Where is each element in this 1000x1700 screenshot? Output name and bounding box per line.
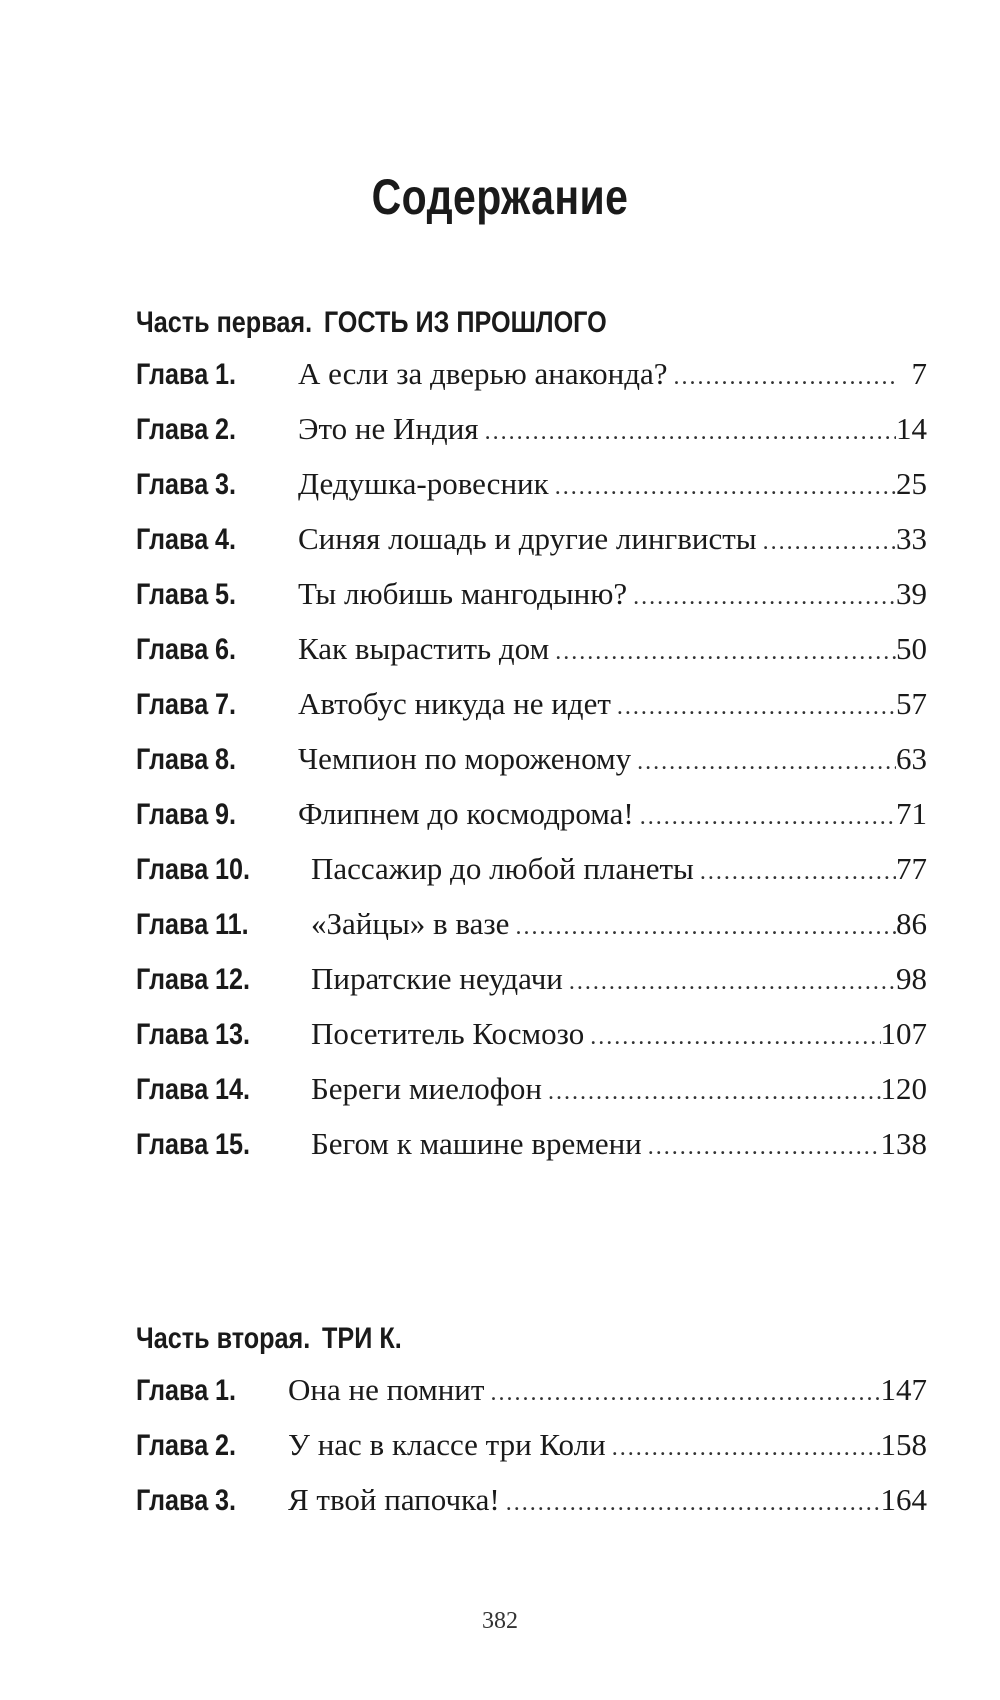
chapter-page: 63 [896,741,927,776]
chapter-title: У нас в классе три Коли [288,1427,606,1462]
toc-entry[interactable] [136,411,927,466]
toc-entry[interactable] [136,1016,927,1071]
chapter-label: Глава 10. [136,853,251,886]
dot-leader [642,1134,881,1161]
chapter-title: Дедушка-ровесник [298,466,549,501]
chapter-label: Глава 6. [136,633,236,666]
dot-leader [549,474,896,501]
chapter-title: Ты любишь мангодыню? [298,576,628,611]
toc-entry[interactable] [136,741,927,796]
chapter-title: Синяя лошадь и другие лингвисты [298,521,757,556]
toc-entry[interactable] [136,1427,927,1482]
part-heading [136,1322,402,1356]
chapter-title: Пассажир до любой планеты [311,851,694,886]
toc-entry[interactable] [136,906,927,961]
toc-entry[interactable] [136,686,927,741]
chapter-page: 50 [896,631,927,666]
toc-entry[interactable] [136,961,927,1016]
dot-leader [631,749,896,776]
part-label: Часть первая. [136,306,313,339]
chapter-page: 107 [880,1016,927,1051]
chapter-title: Посетитель Космозо [311,1016,585,1051]
chapter-label: Глава 12. [136,963,251,996]
chapter-label: Глава 3. [136,468,236,501]
page-number: 382 [482,1608,518,1634]
chapter-title: Это не Индия [298,411,479,446]
chapter-label: Глава 2. [136,1429,236,1462]
toc-entry[interactable] [136,1372,927,1427]
chapter-page: 39 [896,576,927,611]
chapter-title: Бегом к машине времени [311,1126,642,1161]
dot-leader [479,419,896,446]
dot-leader [606,1435,881,1462]
toc-entry[interactable] [136,1071,927,1126]
chapter-title: Автобус никуда не идет [298,686,611,721]
chapter-label: Глава 2. [136,413,236,446]
toc-list-part-2 [136,1372,927,1537]
chapter-label: Глава 15. [136,1128,251,1161]
dot-leader [484,1380,880,1407]
dot-leader [611,694,896,721]
chapter-label: Глава 8. [136,743,236,776]
chapter-page: 86 [896,906,927,941]
chapter-page: 158 [880,1427,927,1462]
chapter-label: Глава 1. [136,1374,236,1407]
dot-leader [563,969,896,996]
toc-entry[interactable] [136,521,927,576]
dot-leader [757,529,896,556]
toc-entry[interactable] [136,466,927,521]
chapter-page: 98 [896,961,927,996]
chapter-title: Флипнем до космодрома! [298,796,634,831]
toc-entry[interactable] [136,1126,927,1181]
dot-leader [549,639,896,666]
part-title: ГОСТЬ ИЗ ПРОШЛОГО [323,306,607,339]
chapter-page: 71 [896,796,927,831]
chapter-label: Глава 13. [136,1018,251,1051]
dot-leader [500,1490,881,1517]
dot-leader [694,859,896,886]
chapter-label: Глава 14. [136,1073,251,1106]
chapter-page: 7 [911,356,927,391]
toc-entry[interactable] [136,1482,927,1537]
toc-entry[interactable] [136,576,927,631]
dot-leader [634,804,896,831]
chapter-page: 33 [896,521,927,556]
chapter-label: Глава 3. [136,1484,236,1517]
chapter-label: Глава 7. [136,688,236,721]
part-label: Часть вторая. [136,1322,311,1355]
chapter-label: Глава 9. [136,798,236,831]
chapter-label: Глава 11. [136,908,249,941]
chapter-page: 138 [880,1126,927,1161]
dot-leader [627,584,896,611]
chapter-page: 147 [880,1372,927,1407]
chapter-page: 25 [896,466,927,501]
dot-leader [542,1079,881,1106]
part-heading [136,306,607,340]
chapter-page: 77 [896,851,927,886]
chapter-title: Чемпион по мороженому [298,741,632,776]
chapter-title: Как вырастить дом [298,631,550,666]
chapter-title: Береги миелофон [311,1071,542,1106]
chapter-page: 57 [896,686,927,721]
chapter-title: А если за дверью анаконда? [298,356,668,391]
chapter-label: Глава 5. [136,578,236,611]
chapter-page: 164 [880,1482,927,1517]
chapter-title: «Зайцы» в вазе [311,906,510,941]
dot-leader [668,364,897,391]
chapter-page: 120 [880,1071,927,1106]
chapter-label: Глава 1. [136,358,236,391]
toc-entry[interactable] [136,851,927,906]
toc-entry[interactable] [136,356,927,411]
toc-entry[interactable] [136,796,927,851]
chapter-label: Глава 4. [136,523,236,556]
chapter-title: Я твой папочка! [288,1482,500,1517]
toc-entry[interactable] [136,631,927,686]
dot-leader [584,1024,880,1051]
chapter-page: 14 [896,411,927,446]
chapter-title: Пиратские неудачи [311,961,563,996]
part-title: ТРИ К. [322,1322,402,1355]
dot-leader [509,914,896,941]
page-title: Содержание [371,169,629,225]
toc-list-part-1 [136,356,927,1181]
chapter-title: Она не помнит [288,1372,485,1407]
